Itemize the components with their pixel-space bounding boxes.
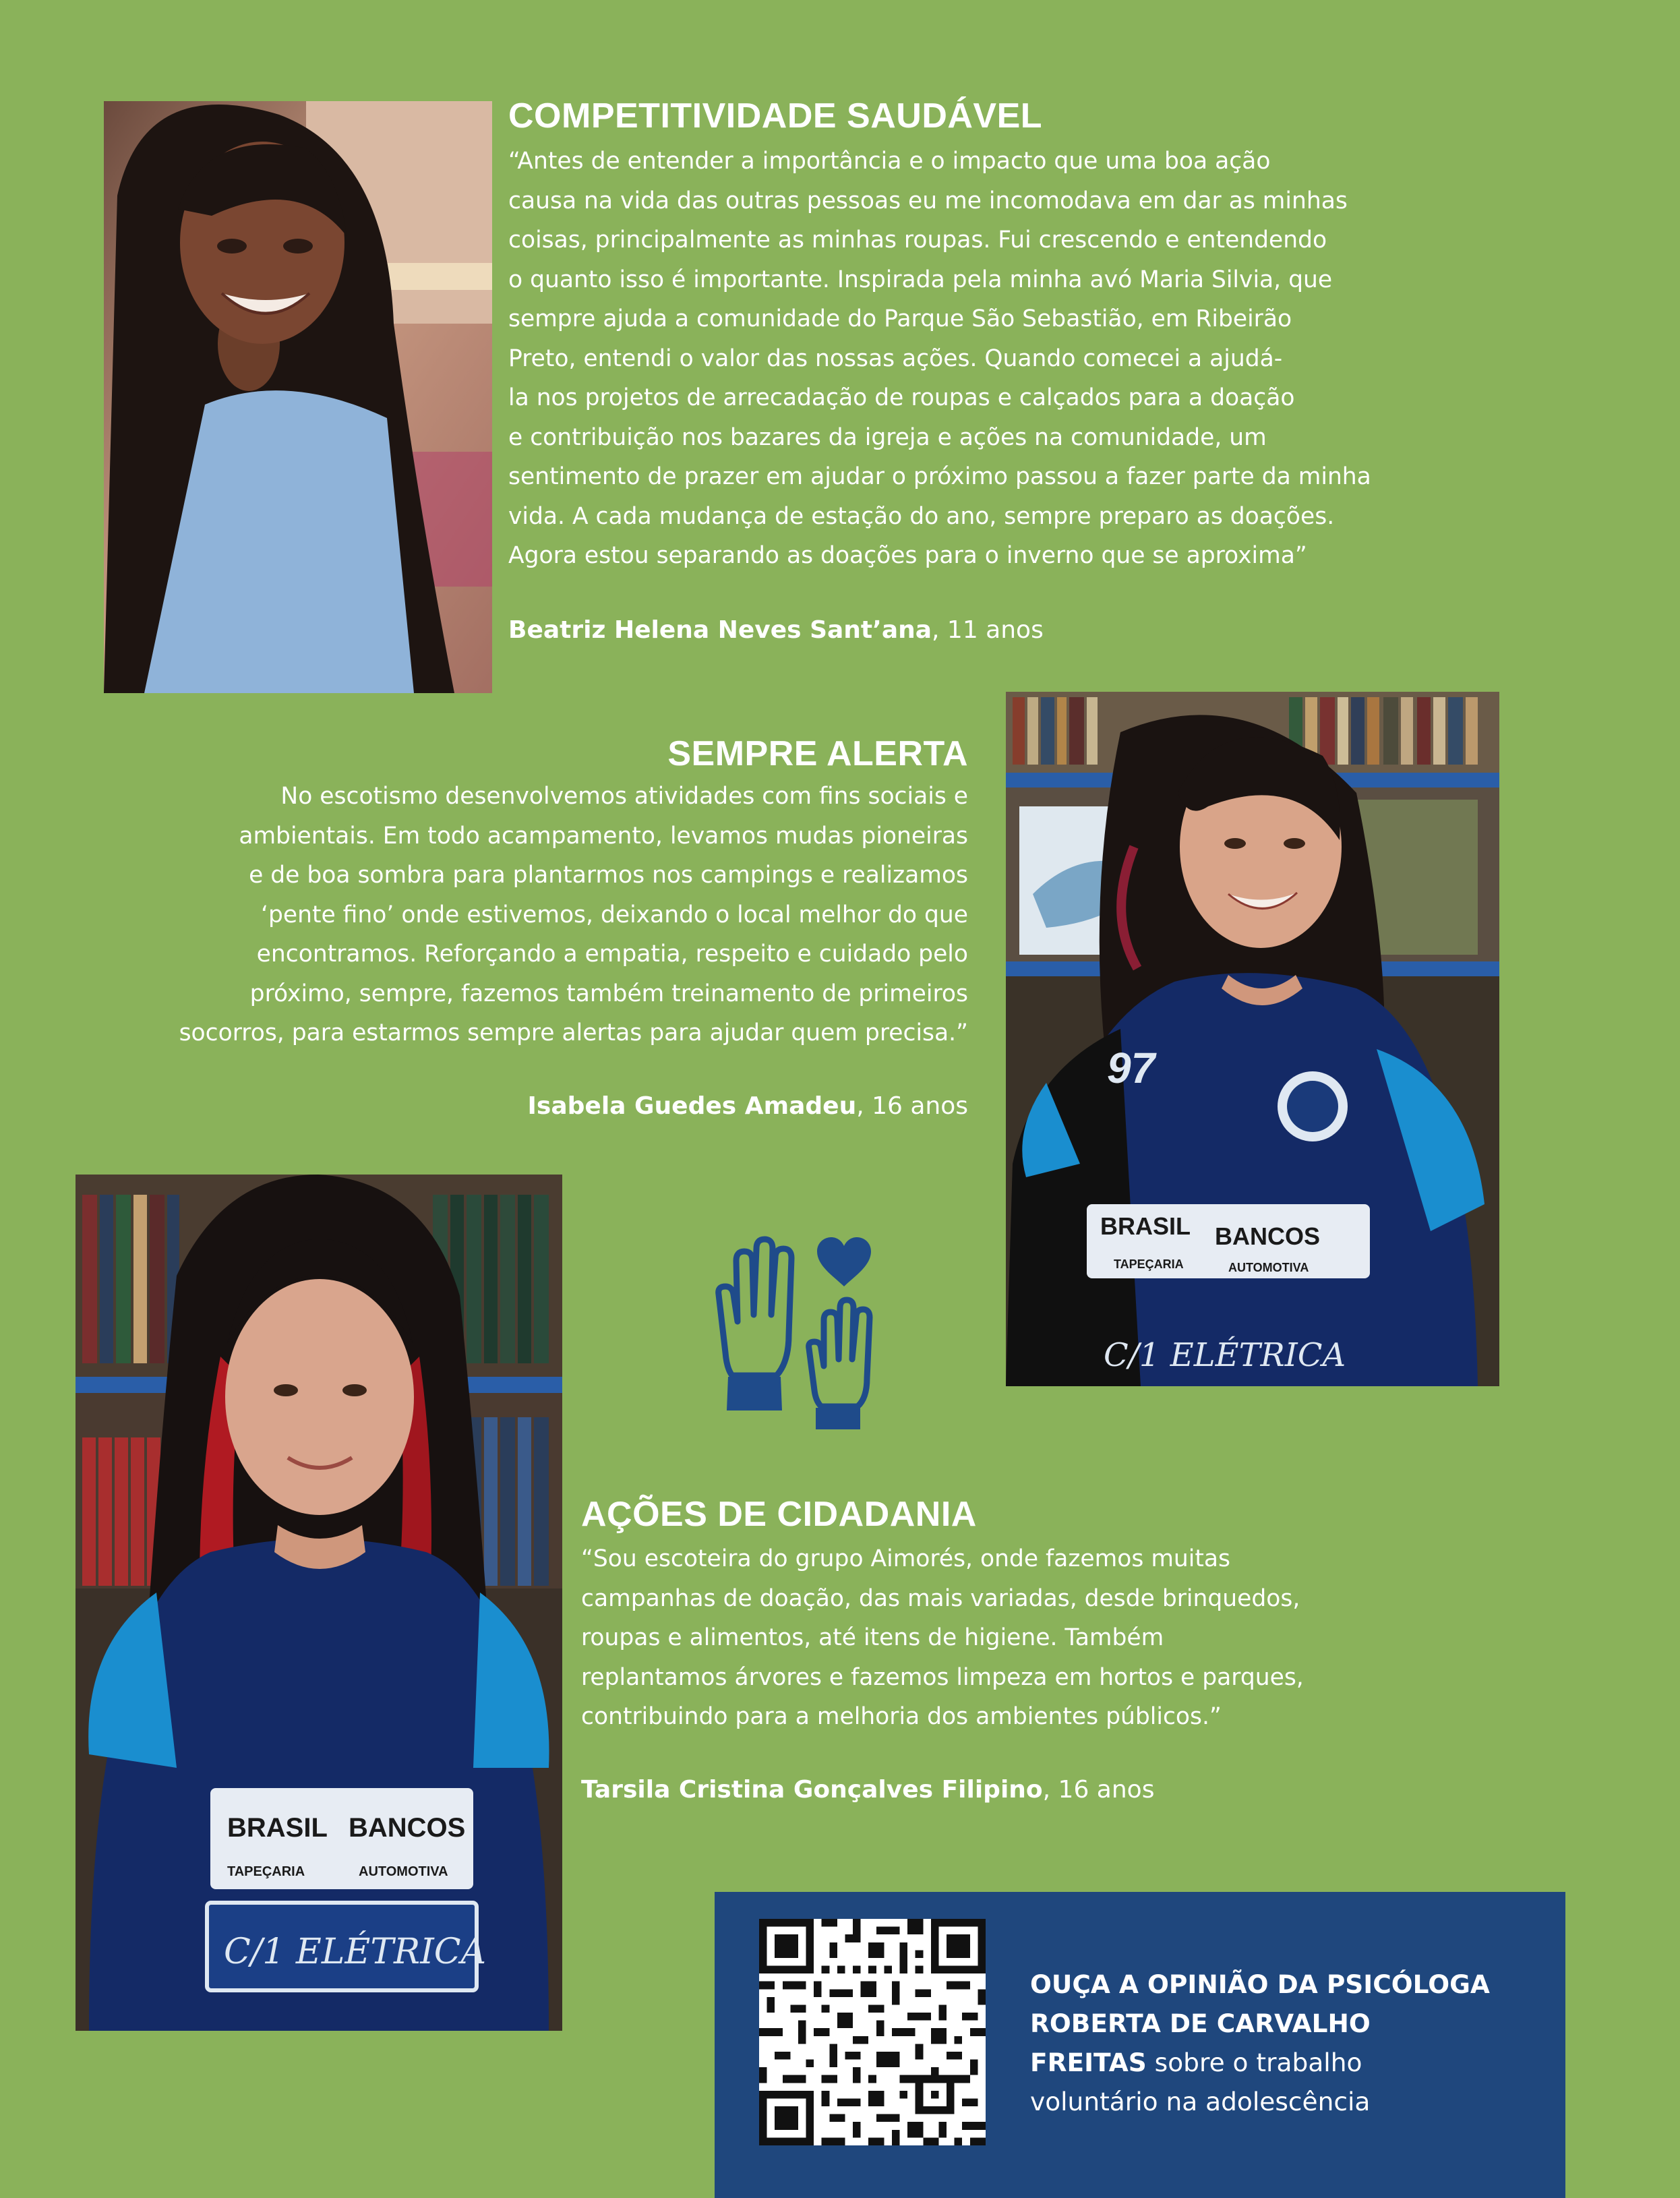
jersey2-brand-sub1: TAPEÇARIA — [227, 1864, 305, 1879]
jersey-sponsor: C/1 ELÉTRICA — [1104, 1336, 1346, 1374]
section1-line: sentimento de prazer em ajudar o próximo passou a fazer parte da minha — [508, 463, 1371, 490]
section2-signature — [404, 1092, 968, 1120]
jersey2-sponsor: C/1 ELÉTRICA — [224, 1932, 487, 1972]
section3-line: contribuindo para a melhoria dos ambientes públicos.” — [581, 1703, 1222, 1730]
section3-signature — [581, 1776, 1154, 1804]
heart-icon — [817, 1237, 871, 1286]
section2-author: Isabela Guedes Amadeu — [527, 1092, 857, 1120]
section3-line: replantamos árvores e fazemos limpeza em hortos e parques, — [581, 1663, 1304, 1691]
section3-line: “Sou escoteira do grupo Aimorés, onde fazemos muitas — [581, 1545, 1231, 1572]
section2-line: ‘pente fino’ onde estivemos, deixando o local melhor do que — [261, 901, 968, 928]
qr-callout-box — [715, 1892, 1565, 2198]
section2-line: encontramos. Reforçando a empatia, respeito e cuidado pelo — [256, 941, 968, 968]
section2-line: e de boa sombra para plantarmos nos campings e realizamos — [249, 862, 968, 889]
jersey2-brand2: BANCOS — [349, 1813, 466, 1843]
section1-age: , 11 anos — [932, 616, 1044, 644]
jersey2-brand1: BRASIL — [227, 1813, 328, 1843]
section2-title: SEMPRE ALERTA — [667, 734, 968, 773]
qr-line3-bold: FREITAS — [1030, 2048, 1147, 2077]
section1-line: Preto, entendi o valor das nossas ações. Quando comecei a ajudá- — [508, 345, 1283, 372]
section1-line: sempre ajuda a comunidade do Parque São Sebastião, em Ribeirão — [508, 305, 1292, 332]
section3-title: AÇÕES DE CIDADANIA — [581, 1495, 977, 1534]
qr-code[interactable] — [759, 1919, 986, 2145]
section1-body — [508, 142, 1547, 576]
qr-line2: ROBERTA DE CARVALHO — [1030, 2009, 1371, 2038]
section3-age: , 16 anos — [1042, 1776, 1155, 1804]
section3-author: Tarsila Cristina Gonçalves Filipino — [581, 1776, 1043, 1804]
section3-body — [581, 1539, 1525, 1737]
section3-line: roupas e alimentos, até itens de higiene. Também — [581, 1624, 1164, 1651]
qr-line1: OUÇA A OPINIÃO DA PSICÓLOGA — [1030, 1969, 1490, 1999]
section1-title: COMPETITIVIDADE SAUDÁVEL — [508, 96, 1043, 136]
jersey-brand2: BANCOS — [1215, 1222, 1321, 1250]
section1-line: causa na vida das outras pessoas eu me incomodava em dar as minhas — [508, 187, 1348, 214]
section1-line: vida. A cada mudança de estação do ano, sempre preparo as doações. — [508, 502, 1335, 530]
section3-line: campanhas de doação, das mais variadas, desde brinquedos, — [581, 1584, 1300, 1612]
jersey-number: 97 — [1107, 1044, 1156, 1092]
section2-age: , 16 anos — [856, 1092, 968, 1120]
photo-isabela — [1006, 692, 1499, 1386]
jersey-brand-sub1: TAPEÇARIA — [1114, 1257, 1184, 1271]
qr-callout-text — [1030, 1965, 1529, 2121]
section2-line: ambientais. Em todo acampamento, levamos mudas pioneiras — [239, 822, 968, 850]
jersey2-brand-sub2: AUTOMOTIVA — [359, 1864, 448, 1879]
section1-line: e contribuição nos bazares da igreja e ações na comunidade, um — [508, 423, 1267, 451]
photo-beatriz — [104, 101, 492, 693]
section1-signature — [508, 616, 1044, 644]
section2-body — [27, 777, 968, 1053]
section1-line: o quanto isso é importante. Inspirada pela minha avó Maria Silvia, que — [508, 266, 1333, 293]
raised-hand-left-icon — [719, 1239, 791, 1375]
volunteer-hands-icon — [701, 1234, 883, 1436]
raised-hand-right-icon — [809, 1300, 870, 1406]
jersey-brand1: BRASIL — [1100, 1212, 1191, 1240]
photo-tarsila — [76, 1175, 562, 2031]
qr-line3-rest: sobre o trabalho — [1146, 2048, 1362, 2077]
section1-line: coisas, principalmente as minhas roupas. Fui crescendo e entendendo — [508, 227, 1327, 254]
jersey-brand-sub2: AUTOMOTIVA — [1228, 1261, 1309, 1274]
section1-author: Beatriz Helena Neves Sant’ana — [508, 616, 932, 644]
section2-line: No escotismo desenvolvemos atividades com fins sociais e — [280, 783, 968, 810]
section2-line: próximo, sempre, fazemos também treinamento de primeiros — [249, 980, 968, 1007]
qr-line4: voluntário na adolescência — [1030, 2087, 1371, 2116]
section2-line: socorros, para estarmos sempre alertas para ajudar quem precisa.” — [179, 1019, 968, 1046]
section1-line: Agora estou separando as doações para o inverno que se aproxima” — [508, 542, 1307, 569]
section1-line: “Antes de entender a importância e o impacto que uma boa ação — [508, 148, 1271, 175]
section1-line: la nos projetos de arrecadação de roupas e calçados para a doação — [508, 384, 1295, 411]
